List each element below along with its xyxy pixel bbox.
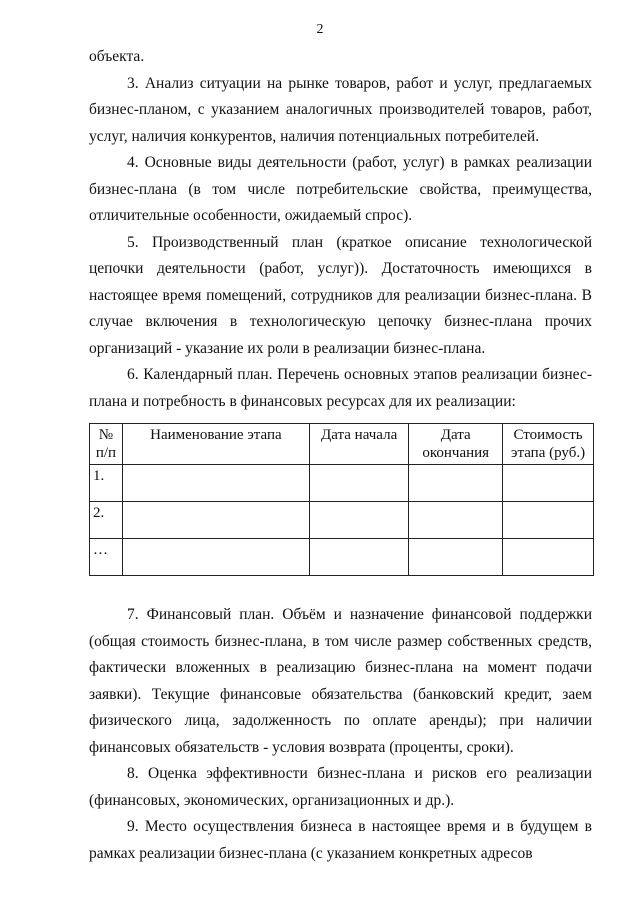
start-date-cell: [309, 539, 408, 576]
stage-name-cell: [122, 465, 309, 502]
paragraph-9-business-location: 9. Место осуществления бизнеса в настоящее время и в будущем в рамках реализации бизнес-плана (с указанием конкретных адресов: [89, 818, 592, 862]
paragraph-6-calendar-plan: 6. Календарный план. Перечень основных этапов реализации бизнес-плана и потребность в финансовых ресурсах для их реализации:: [89, 366, 592, 410]
header-end-date: Дата окончания: [409, 424, 503, 465]
row-number: 2.: [90, 502, 123, 539]
paragraph-8-efficiency: 8. Оценка эффективности бизнес-плана и рисков его реализации (финансовых, экономических, организационных и др.).: [89, 765, 592, 809]
stage-cost-cell: [503, 502, 594, 539]
stage-name-cell: [122, 502, 309, 539]
paragraph-5-production-plan: 5. Производственный план (краткое описание технологической цепочки деятельности (работ, услуг)). Достаточность имеющихся в настоящее время помещений, сотрудников для реализации бизнес-плана. В случае включения в технологическую цепочку бизнес-плана прочих организаций - указание их роли в реализации бизнес-плана.: [89, 233, 592, 357]
page-number: 2: [316, 22, 324, 37]
table-header-row: [90, 424, 594, 465]
header-stage-cost: Стоимость этапа (руб.): [503, 424, 594, 465]
start-date-cell: [309, 465, 408, 502]
table-row: [90, 465, 594, 502]
stage-cost-cell: [503, 465, 594, 502]
stage-name-cell: [122, 539, 309, 576]
paragraph-4-activities: 4. Основные виды деятельности (работ, услуг) в рамках реализации бизнес-плана (в том числе потребительские свойства, преимущества, отличительные особенности, ожидаемый спрос).: [89, 154, 592, 224]
stage-cost-cell: [503, 539, 594, 576]
end-date-cell: [409, 465, 503, 502]
document-body: [89, 44, 592, 867]
end-date-cell: [409, 502, 503, 539]
row-number: 1.: [90, 465, 123, 502]
end-date-cell: [409, 539, 503, 576]
table-row: [90, 539, 594, 576]
header-stage-name: Наименование этапа: [122, 424, 309, 465]
table-row: [90, 502, 594, 539]
paragraph-3-market-analysis: 3. Анализ ситуации на рынке товаров, работ и услуг, предлагаемых бизнес-планом, с указанием аналогичных производителей товаров, работ, услуг, наличия конкурентов, наличия потенциальных потребителей.: [89, 74, 592, 145]
paragraph-7-financial-plan: 7. Финансовый план. Объём и назначение финансовой поддержки (общая стоимость бизнес-плана, в том числе размер собственных средств, фактически вложенных в реализацию бизнес-плана на момент подачи заявки). Текущие финансовые обязательства (банковский кредит, заем физического лица, задолженность по оплате аренды); при наличии финансовых обязательств - условия возврата (проценты, сроки).: [89, 606, 592, 756]
header-start-date: Дата начала: [309, 424, 408, 465]
row-number: …: [90, 539, 123, 576]
paragraph-continuation: объекта.: [89, 48, 145, 65]
start-date-cell: [309, 502, 408, 539]
stages-table: [89, 423, 594, 576]
header-number: № п/п: [90, 424, 123, 465]
